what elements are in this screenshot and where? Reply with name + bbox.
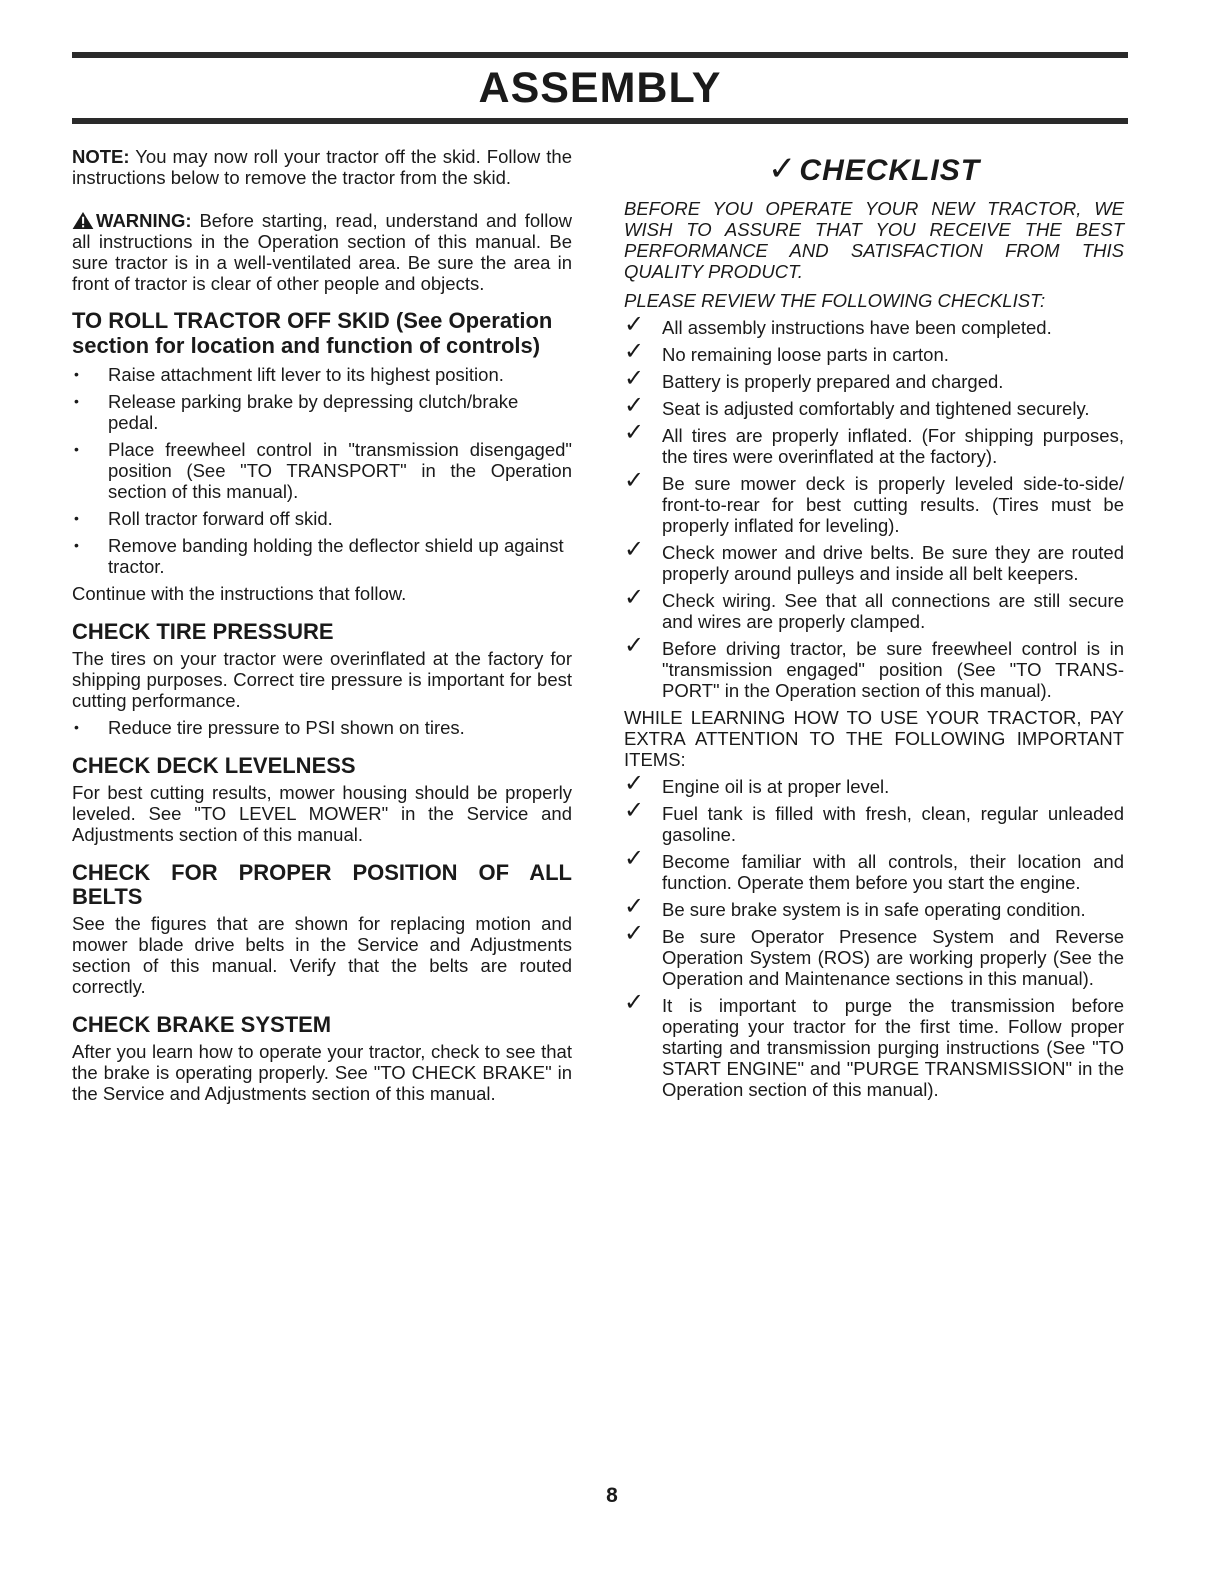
list-item: ✓ Engine oil is at proper level.: [624, 770, 890, 797]
continue-text: Continue with the instructions that follow.: [72, 583, 407, 604]
checklist-review: PLEASE REVIEW THE FOLLOWING CHECKLIST:: [624, 290, 1046, 311]
bullet-icon: •: [74, 393, 79, 409]
checklist-intro: BEFORE YOU OPERATE YOUR NEW TRACTOR, WE WISH TO ASSURE THAT YOU RECEIVE THE BEST PERFORMANCE AND SATISFACTION FROM THIS QUALITY PRODUCT.: [624, 198, 1124, 282]
note-label: NOTE:: [72, 146, 130, 167]
list-item: • Place freewheel control in "transmission disengaged" position (See "TO TRANSPORT" in the Operation section of this manual).: [74, 439, 572, 502]
tire-pressure-text: The tires on your tractor were overinflated at the factory for shipping purposes. Correct tire pressure is important for best cutting performance.: [72, 648, 572, 711]
note-text: You may now roll your tractor off the skid. Follow the instructions below to remove the tractor from the skid.: [72, 146, 572, 188]
checkmark-icon: ✓: [624, 365, 645, 392]
list-item: • Remove banding holding the deflector shield up against tractor.: [74, 535, 564, 577]
note-paragraph: [72, 146, 572, 188]
checkmark-icon: ✓: [767, 150, 798, 188]
warning-text: Before starting, read, understand and follow all instructions in the Operation section of this manual. Be sure tractor is in a well-ventilated area. Be sure the area in front of tractor is clear of other people and objects.: [72, 210, 573, 294]
roll-off-skid-heading: TO ROLL TRACTOR OFF SKID (See Operation section for location and function of controls): [72, 308, 553, 358]
warning-icon: [72, 212, 94, 229]
checkmark-icon: ✓: [624, 311, 645, 338]
list-item: ✓ Before driving tractor, be sure freewheel control is in "transmission engaged" position (See "TO TRANS-PORT" in the Operation section of this manual).: [624, 632, 1124, 701]
bullet-icon: •: [74, 719, 79, 735]
list-item: ✓ Fuel tank is filled with fresh, clean, regular unleaded gasoline.: [624, 797, 1124, 845]
checkmark-icon: ✓: [624, 584, 645, 611]
list-item: ✓ It is important to purge the transmission before operating your tractor for the first time. Follow proper starting and transmission purging instructions (See "TO START ENGINE" and "PURGE TRANSMISSION" in the Operation section of this manual).: [624, 989, 1124, 1100]
list-item: ✓ Check mower and drive belts. Be sure they are routed properly around pulleys and inside all belt keepers.: [624, 536, 1124, 584]
right-column: [624, 146, 1124, 1106]
checkmark-icon: ✓: [624, 989, 645, 1016]
bullet-icon: •: [74, 366, 79, 382]
list-item: ✓ All assembly instructions have been completed.: [624, 311, 1052, 338]
list-item: ✓ Be sure brake system is in safe operating condition.: [624, 893, 1086, 920]
brake-system-heading: CHECK BRAKE SYSTEM: [72, 1012, 332, 1037]
while-learning-text: WHILE LEARNING HOW TO USE YOUR TRACTOR, PAY EXTRA ATTENTION TO THE FOLLOWING IMPORTANT ITEMS:: [624, 707, 1124, 770]
list-item: ✓ No remaining loose parts in carton.: [624, 338, 949, 365]
checkmark-icon: ✓: [624, 392, 645, 419]
list-item: • Raise attachment lift lever to its highest position.: [74, 364, 504, 385]
bottom-rule: [72, 118, 1128, 124]
page-number: 8: [606, 1484, 618, 1507]
checkmark-icon: ✓: [624, 338, 645, 365]
checklist-items: [624, 311, 1124, 701]
list-item: ✓ All tires are properly inflated. (For shipping purposes, the tires were overinflated at the factory).: [624, 419, 1124, 467]
top-rule: [72, 52, 1128, 58]
page-title: ASSEMBLY: [478, 64, 722, 112]
list-item: ✓ Check wiring. See that all connections are still secure and wires are properly clamped.: [624, 584, 1124, 632]
checkmark-icon: ✓: [624, 419, 645, 446]
roll-off-skid-steps: [72, 364, 572, 577]
list-item: • Reduce tire pressure to PSI shown on tires.: [74, 717, 465, 738]
bullet-icon: •: [74, 537, 79, 553]
checkmark-icon: ✓: [624, 920, 645, 947]
checklist-title: ✓CHECKLIST: [767, 150, 981, 188]
warning-label: WARNING:: [96, 210, 192, 231]
belts-heading: CHECK FOR PROPER POSITION OF ALL BELTS: [72, 860, 572, 909]
list-item: • Release parking brake by depressing clutch/brake pedal.: [74, 391, 519, 433]
list-item: • Roll tractor forward off skid.: [74, 508, 333, 529]
belts-text: See the figures that are shown for replacing motion and mower blade drive belts in the Service and Adjustments section of this manual. Verify that the belts are routed correctly.: [72, 913, 572, 997]
list-item: ✓ Be sure Operator Presence System and Reverse Operation System (ROS) are working properly (See the Operation and Maintenance sections in this manual).: [624, 920, 1124, 989]
warning-paragraph: [72, 210, 572, 294]
brake-system-text: After you learn how to operate your tractor, check to see that the brake is operating properly. See "TO CHECK BRAKE" in the Service and Adjustments section of this manual.: [72, 1041, 572, 1104]
deck-levelness-text: For best cutting results, mower housing should be properly leveled. See "TO LEVEL MOWER" in the Service and Adjustments section of this manual.: [72, 782, 572, 845]
list-item: ✓ Become familiar with all controls, their location and function. Operate them before you start the engine.: [624, 845, 1124, 893]
checkmark-icon: ✓: [624, 536, 645, 563]
list-item: ✓ Seat is adjusted comfortably and tightened securely.: [624, 392, 1090, 419]
checkmark-icon: ✓: [624, 797, 645, 824]
bullet-icon: •: [74, 510, 79, 526]
checkmark-icon: ✓: [624, 845, 645, 872]
list-item: ✓ Battery is properly prepared and charged.: [624, 365, 1004, 392]
left-column: [72, 146, 572, 1104]
important-items: [624, 770, 1124, 1100]
tire-pressure-list: [72, 717, 572, 738]
checkmark-icon: ✓: [624, 893, 645, 920]
tire-pressure-heading: CHECK TIRE PRESSURE: [72, 619, 334, 644]
bullet-icon: •: [74, 441, 79, 457]
checkmark-icon: ✓: [624, 770, 645, 797]
checkmark-icon: ✓: [624, 632, 645, 659]
list-item: ✓ Be sure mower deck is properly leveled side-to-side/ front-to-rear for best cutting results. (Tires must be properly inflated for leveling).: [624, 467, 1124, 536]
deck-levelness-heading: CHECK DECK LEVELNESS: [72, 753, 356, 778]
checkmark-icon: ✓: [624, 467, 645, 494]
